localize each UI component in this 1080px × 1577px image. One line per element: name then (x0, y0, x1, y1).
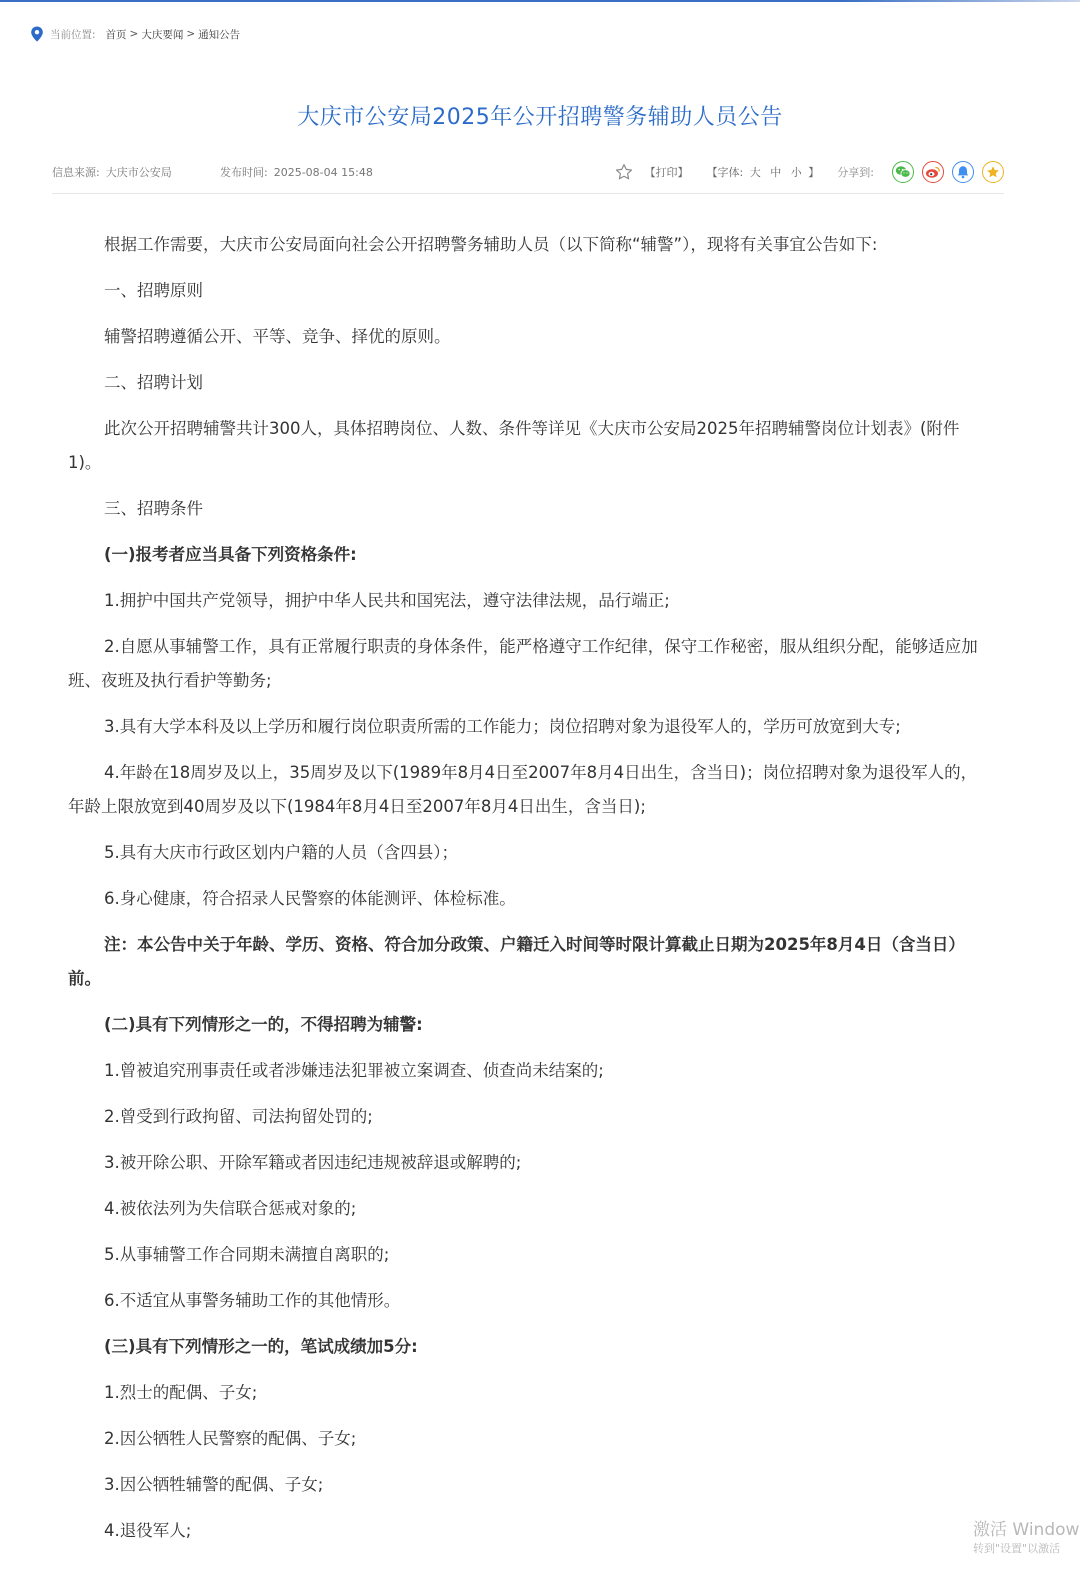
info-source (52, 164, 172, 180)
share-weibo-button[interactable] (922, 161, 944, 183)
article-paragraph: 辅警招聘遵循公开、平等、竞争、择优的原则。 (104, 327, 451, 346)
article-paragraph: 4.被依法列为失信联合惩戒对象的; (104, 1199, 357, 1218)
article-tools (615, 159, 1004, 185)
article-paragraph: 4.退役军人; (104, 1521, 192, 1540)
article-paragraph: 三、招聘条件 (104, 499, 203, 518)
breadcrumb-separator: > (186, 28, 196, 40)
breadcrumb-label: 当前位置: (50, 28, 96, 41)
star-outline-icon[interactable] (615, 163, 633, 181)
meta-divider (52, 193, 1004, 194)
article-paragraph: 6.身心健康，符合招录人民警察的体能测评、体检标准。 (104, 889, 516, 908)
font-size-prefix: 【字体: (706, 166, 744, 179)
article-paragraph: 5.从事辅警工作合同期未满擅自离职的; (104, 1245, 390, 1264)
article-paragraph: 注：本公告中关于年龄、学历、资格、符合加分政策、户籍迁入时间等时限计算截止日期为2025年8月4日（含当日）前。 (68, 935, 965, 988)
article-paragraph: 4.年龄在18周岁及以上，35周岁及以下(1989年8月4日至2007年8月4日出生，含当日)；岗位招聘对象为退役军人的，年龄上限放宽到40周岁及以下(1984年8月4日至2007年8月4日出生，含当日); (68, 763, 978, 816)
watermark-line-1: 激活 Window (973, 1520, 1080, 1540)
weibo-icon (925, 165, 941, 179)
font-size-suffix: 】 (808, 166, 820, 179)
info-source-value: 大庆市公安局 (105, 166, 172, 179)
article-paragraph: 3.具有大学本科及以上学历和履行岗位职责所需的工作能力；岗位招聘对象为退役军人的，学历可放宽到大专; (104, 717, 901, 736)
share-qq-button[interactable] (952, 161, 974, 183)
article-paragraph: 2.因公牺牲人民警察的配偶、子女; (104, 1429, 357, 1448)
share-favorite-button[interactable] (982, 161, 1004, 183)
article-body (68, 228, 988, 1560)
breadcrumb (30, 26, 240, 42)
article-paragraph: 3.被开除公职、开除军籍或者因违纪违规被辞退或解聘的; (104, 1153, 522, 1172)
windows-activation-watermark (973, 1515, 1080, 1556)
article-paragraph: 5.具有大庆市行政区划内户籍的人员（含四县）； (104, 843, 458, 862)
article-paragraph: 根据工作需要，大庆市公安局面向社会公开招聘警务辅助人员（以下简称“辅警”），现将有关事宜公告如下: (104, 235, 878, 254)
qq-bell-icon (956, 165, 970, 179)
favorite-star-icon (986, 165, 1000, 179)
share-label: 分享到: (837, 166, 874, 179)
publish-time-value: 2025-08-04 15:48 (273, 166, 373, 179)
location-pin-icon (30, 26, 44, 42)
article-paragraph: (二)具有下列情形之一的，不得招聘为辅警: (104, 1015, 423, 1034)
breadcrumb-separator: > (129, 28, 139, 40)
top-accent-line (0, 0, 1080, 2)
article-paragraph: (三)具有下列情形之一的，笔试成绩加5分: (104, 1337, 418, 1356)
publish-time-label: 发布时间: (220, 166, 268, 179)
breadcrumb-notices[interactable]: 通知公告 (198, 28, 241, 41)
wechat-icon (895, 165, 911, 179)
breadcrumb-daqing-news[interactable]: 大庆要闻 (141, 28, 184, 41)
font-size-control (707, 164, 820, 180)
article-paragraph: 1.曾被追究刑事责任或者涉嫌违法犯罪被立案调查、侦查尚未结案的; (104, 1061, 604, 1080)
font-medium-button[interactable]: 中 (770, 166, 782, 179)
print-button[interactable]: 【打印】 (644, 166, 689, 179)
article-paragraph: 2.自愿从事辅警工作，具有正常履行职责的身体条件，能严格遵守工作纪律，保守工作秘密，服从组织分配，能够适应加班、夜班及执行看护等勤务; (68, 637, 978, 690)
article-paragraph: 6.不适宜从事警务辅助工作的其他情形。 (104, 1291, 401, 1310)
share-wechat-button[interactable] (892, 161, 914, 183)
page-title: 大庆市公安局2025年公开招聘警务辅助人员公告 (297, 105, 783, 130)
article-paragraph: 二、招聘计划 (104, 373, 203, 392)
breadcrumb-home[interactable]: 首页 (105, 28, 127, 41)
info-source-label: 信息来源: (52, 166, 100, 179)
font-large-button[interactable]: 大 (749, 166, 761, 179)
article-meta (52, 163, 1004, 181)
article-paragraph: 3.因公牺牲辅警的配偶、子女; (104, 1475, 324, 1494)
article-paragraph: 2.曾受到行政拘留、司法拘留处罚的; (104, 1107, 373, 1126)
article-paragraph: 此次公开招聘辅警共计300人，具体招聘岗位、人数、条件等详见《大庆市公安局2025年招聘辅警岗位计划表》(附件1)。 (68, 419, 960, 472)
publish-time (220, 164, 373, 180)
article-paragraph: 1.拥护中国共产党领导，拥护中华人民共和国宪法，遵守法律法规，品行端正; (104, 591, 670, 610)
article-paragraph: 一、招聘原则 (104, 281, 203, 300)
article-paragraph: (一)报考者应当具备下列资格条件: (104, 545, 357, 564)
article-paragraph: 1.烈士的配偶、子女; (104, 1383, 258, 1402)
font-small-button[interactable]: 小 (790, 166, 802, 179)
watermark-line-2: 转到"设置"以激活 (973, 1542, 1061, 1555)
